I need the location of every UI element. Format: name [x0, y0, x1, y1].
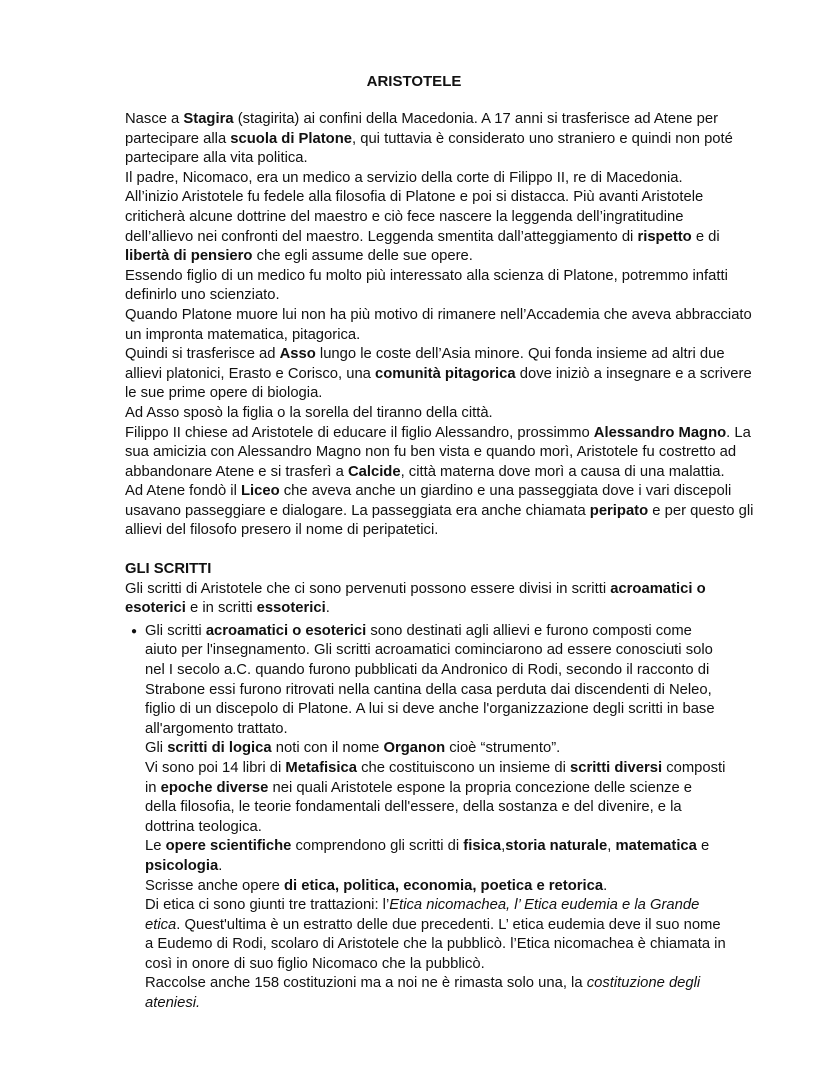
bold-text: scritti di logica: [167, 740, 272, 757]
text-line: [125, 463, 753, 483]
text-line: [125, 994, 726, 1014]
text-line: [125, 228, 753, 248]
text-span: della filosofia, le teorie fondamentali dell'essere, della sostanza e del divenire, e la: [145, 799, 682, 816]
text-span: lungo le coste dell’Asia minore. Qui fonda insieme ad altri due: [315, 346, 725, 363]
text-line: [125, 681, 726, 701]
text-span: Vi sono poi 14 libri di: [145, 759, 286, 776]
text-span: , qui tuttavia è considerato uno straniero e quindi non poté: [352, 130, 733, 147]
text-span: e per questo gli: [648, 502, 754, 519]
text-span: Gli: [145, 740, 168, 757]
text-span: Quindi si trasferisce ad: [125, 346, 280, 363]
text-line: [125, 955, 726, 975]
text-span: nel I secolo a.C. quando furono pubblicati da Andronico di Rodi, secondo il racconto di: [145, 661, 710, 678]
text-span: comprendono gli scritti di: [291, 838, 464, 855]
text-line: [125, 599, 726, 619]
text-span: figlio di un discepolo di Platone. A lui si deve anche l'organizzazione degli scritti in base: [145, 701, 715, 718]
text-span: e: [696, 838, 710, 855]
text-span: in: [145, 779, 161, 796]
text-span: Gli scritti: [145, 622, 206, 639]
text-line: [125, 326, 753, 346]
text-span: Filippo II chiese ad Aristotele di educare il figlio Alessandro, prossimmo: [125, 424, 594, 441]
text-span: ,: [501, 838, 506, 855]
bullet-list-item: [125, 622, 726, 1014]
text-span: dove iniziò a insegnare e a scrivere: [515, 365, 752, 382]
text-line: [125, 622, 726, 642]
section-writings: [125, 560, 726, 1014]
text-span: un impronta matematica, pitagorica.: [125, 326, 361, 343]
text-span: allievi platonici, Erasto e Corisco, una: [125, 365, 376, 382]
bold-text: Liceo: [241, 483, 280, 500]
text-line: [125, 661, 726, 681]
section-intro: [125, 580, 726, 619]
text-span: Scrisse anche opere: [145, 877, 285, 894]
text-line: [125, 896, 726, 916]
text-span: dell’allievo nei confronti del maestro. Leggenda smentita dall’atteggiamento di: [125, 228, 638, 245]
text-span: Gli scritti di Aristotele che ci sono pervenuti possono essere divisi in scritti: [125, 580, 611, 597]
text-span: Il padre, Nicomaco, era un medico a servizio della corte di Filippo II, re di Macedonia.: [125, 169, 683, 186]
text-span: Essendo figlio di un medico fu molto più interessato alla scienza di Platone, potremmo infatti: [125, 267, 728, 284]
text-span: (stagirita) ai confini della Macedonia. A 17 anni si trasferisce ad Atene per: [233, 111, 719, 127]
bold-text: scuola di Platone: [230, 130, 352, 147]
bold-text: Calcide: [347, 463, 401, 480]
text-line: [125, 580, 726, 600]
text-span: Le: [145, 838, 166, 855]
intro-paragraphs: [125, 110, 753, 541]
text-span: . Quest'ultima è un estratto delle due precedenti. L’ etica eudemia deve il suo nome: [176, 916, 721, 933]
bold-text: scritti diversi: [569, 759, 663, 776]
text-span: così in onore di suo figlio Nicomaco che la pubblicò.: [145, 955, 485, 972]
text-line: [125, 521, 753, 541]
bold-text: Organon: [383, 740, 446, 757]
text-line: [125, 837, 726, 857]
text-line: [125, 149, 753, 169]
text-line: [125, 974, 726, 994]
text-span: .: [603, 877, 608, 894]
text-span: abbandonare Atene e si trasferì a: [125, 463, 348, 480]
text-line: [125, 286, 753, 306]
italic-text: etica: [145, 916, 177, 933]
text-span: all'argomento trattato.: [145, 720, 288, 737]
text-line: [125, 443, 753, 463]
text-line: [125, 759, 726, 779]
text-span: Di etica ci sono giunti tre trattazioni: l’: [145, 897, 390, 914]
text-line: [125, 818, 726, 838]
text-line: [125, 720, 726, 740]
text-line: [125, 700, 726, 720]
bold-text: epoche diverse: [160, 779, 269, 796]
bold-text: Stagira: [183, 111, 234, 127]
italic-text: ateniesi.: [145, 995, 201, 1012]
text-line: [125, 365, 753, 385]
text-line: [125, 110, 753, 130]
text-line: [125, 739, 726, 759]
text-span: Ad Atene fondò il: [125, 483, 241, 500]
bold-text: Alessandro Magno: [593, 424, 727, 441]
text-line: [125, 502, 753, 522]
bold-text: essoterici: [256, 600, 326, 617]
text-line: [125, 424, 753, 444]
text-span: che costituiscono un insieme di: [356, 759, 570, 776]
bold-text: di etica, politica, economia, poetica e retorica: [284, 877, 604, 894]
text-span: .: [218, 857, 223, 874]
text-span: e in scritti: [185, 600, 257, 617]
text-span: .: [325, 600, 330, 617]
text-line: [125, 169, 753, 189]
text-span: che egli assume delle sue opere.: [252, 248, 473, 265]
bold-text: storia naturale: [505, 838, 608, 855]
text-span: dottrina teologica.: [145, 818, 262, 835]
bold-text: esoterici: [125, 600, 186, 617]
text-span: le sue prime opere di biologia.: [125, 385, 323, 402]
text-line: [125, 188, 753, 208]
bold-text: acroamatici o esoterici: [205, 622, 367, 639]
text-line: [125, 641, 726, 661]
bold-text: opere scientifiche: [165, 838, 292, 855]
text-line: [125, 306, 753, 326]
text-span: . La: [726, 424, 751, 441]
text-span: Raccolse anche 158 costituzioni ma a noi ne è rimasta solo una, la: [145, 975, 587, 992]
text-line: [125, 130, 753, 150]
text-line: [125, 208, 753, 228]
text-span: usavano passeggiare e dialogare. La passeggiata era anche chiamata: [125, 502, 590, 519]
text-span: allievi del filosofo presero il nome di peripatetici.: [125, 522, 439, 539]
text-line: [125, 935, 726, 955]
text-span: partecipare alla: [125, 130, 231, 147]
text-span: nei quali Aristotele espone la propria concezione delle scienze e: [268, 779, 693, 796]
bold-text: acroamatici o: [610, 580, 706, 597]
bold-text: libertà di pensiero: [125, 248, 253, 265]
bold-text: peripato: [589, 502, 649, 519]
text-line: [125, 247, 753, 267]
section-heading: GLI SCRITTI: [125, 561, 212, 577]
text-span: Strabone essi furono ritrovati nella cantina della casa perduta dai discendenti di Neleo,: [145, 681, 712, 698]
bold-text: matematica: [615, 838, 697, 855]
text-line: [125, 267, 753, 287]
text-span: noti con il nome: [271, 740, 384, 757]
bold-text: Asso: [279, 346, 316, 363]
italic-text: Etica nicomachea, l’ Etica eudemia e la Grande: [389, 897, 700, 914]
text-span: e di: [691, 228, 720, 245]
text-span: Quando Platone muore lui non ha più motivo di rimanere nell’Accademia che aveva abbracciato: [125, 306, 752, 323]
text-span: sua amicizia con Alessandro Magno non fu ben vista e quando morì, Aristotele fu costretto ad: [125, 444, 737, 461]
bold-text: Metafisica: [285, 759, 357, 776]
text-line: [125, 857, 726, 877]
bold-text: fisica: [463, 838, 502, 855]
text-line: [125, 384, 753, 404]
text-line: [125, 482, 753, 502]
text-span: Ad Asso sposò la figlia o la sorella del tiranno della città.: [125, 404, 493, 421]
text-span: Nasce a: [125, 111, 184, 127]
bullet-icon: ●: [131, 625, 138, 637]
bold-text: rispetto: [637, 228, 692, 245]
italic-text: costituzione degli: [586, 975, 701, 992]
text-line: [125, 916, 726, 936]
text-span: che aveva anche un giardino e una passeggiata dove i vari discepoli: [279, 483, 732, 500]
text-span: definirlo uno scienziato.: [125, 287, 280, 304]
text-line: [125, 779, 726, 799]
text-span: partecipare alla vita politica.: [125, 150, 308, 167]
text-span: aiuto per l'insegnamento. Gli scritti acroamatici cominciarono ad essere conosciuti solo: [145, 642, 713, 659]
text-line: [125, 798, 726, 818]
text-span: , città materna dove morì a causa di una malattia.: [400, 463, 725, 480]
text-line: [125, 404, 753, 424]
document-title: ARISTOTELE: [366, 73, 462, 90]
text-span: sono destinati agli allievi e furono composti come: [366, 622, 692, 639]
text-span: ,: [607, 838, 616, 855]
text-span: cioè “strumento”.: [445, 740, 561, 757]
text-span: a Eudemo di Rodi, scolaro di Aristotele che la pubblicò. l’Etica nicomachea è chiamata in: [145, 936, 726, 953]
bold-text: psicologia: [145, 857, 219, 874]
text-line: [125, 345, 753, 365]
text-line: [125, 877, 726, 897]
text-span: All’inizio Aristotele fu fedele alla filosofia di Platone e poi si distacca. Più avanti Aristotele: [125, 189, 704, 206]
bold-text: comunità pitagorica: [375, 365, 516, 382]
text-span: criticherà alcune dottrine del maestro e ciò fece nascere la leggenda dell’ingratitudine: [125, 208, 684, 225]
text-span: composti: [662, 759, 726, 776]
